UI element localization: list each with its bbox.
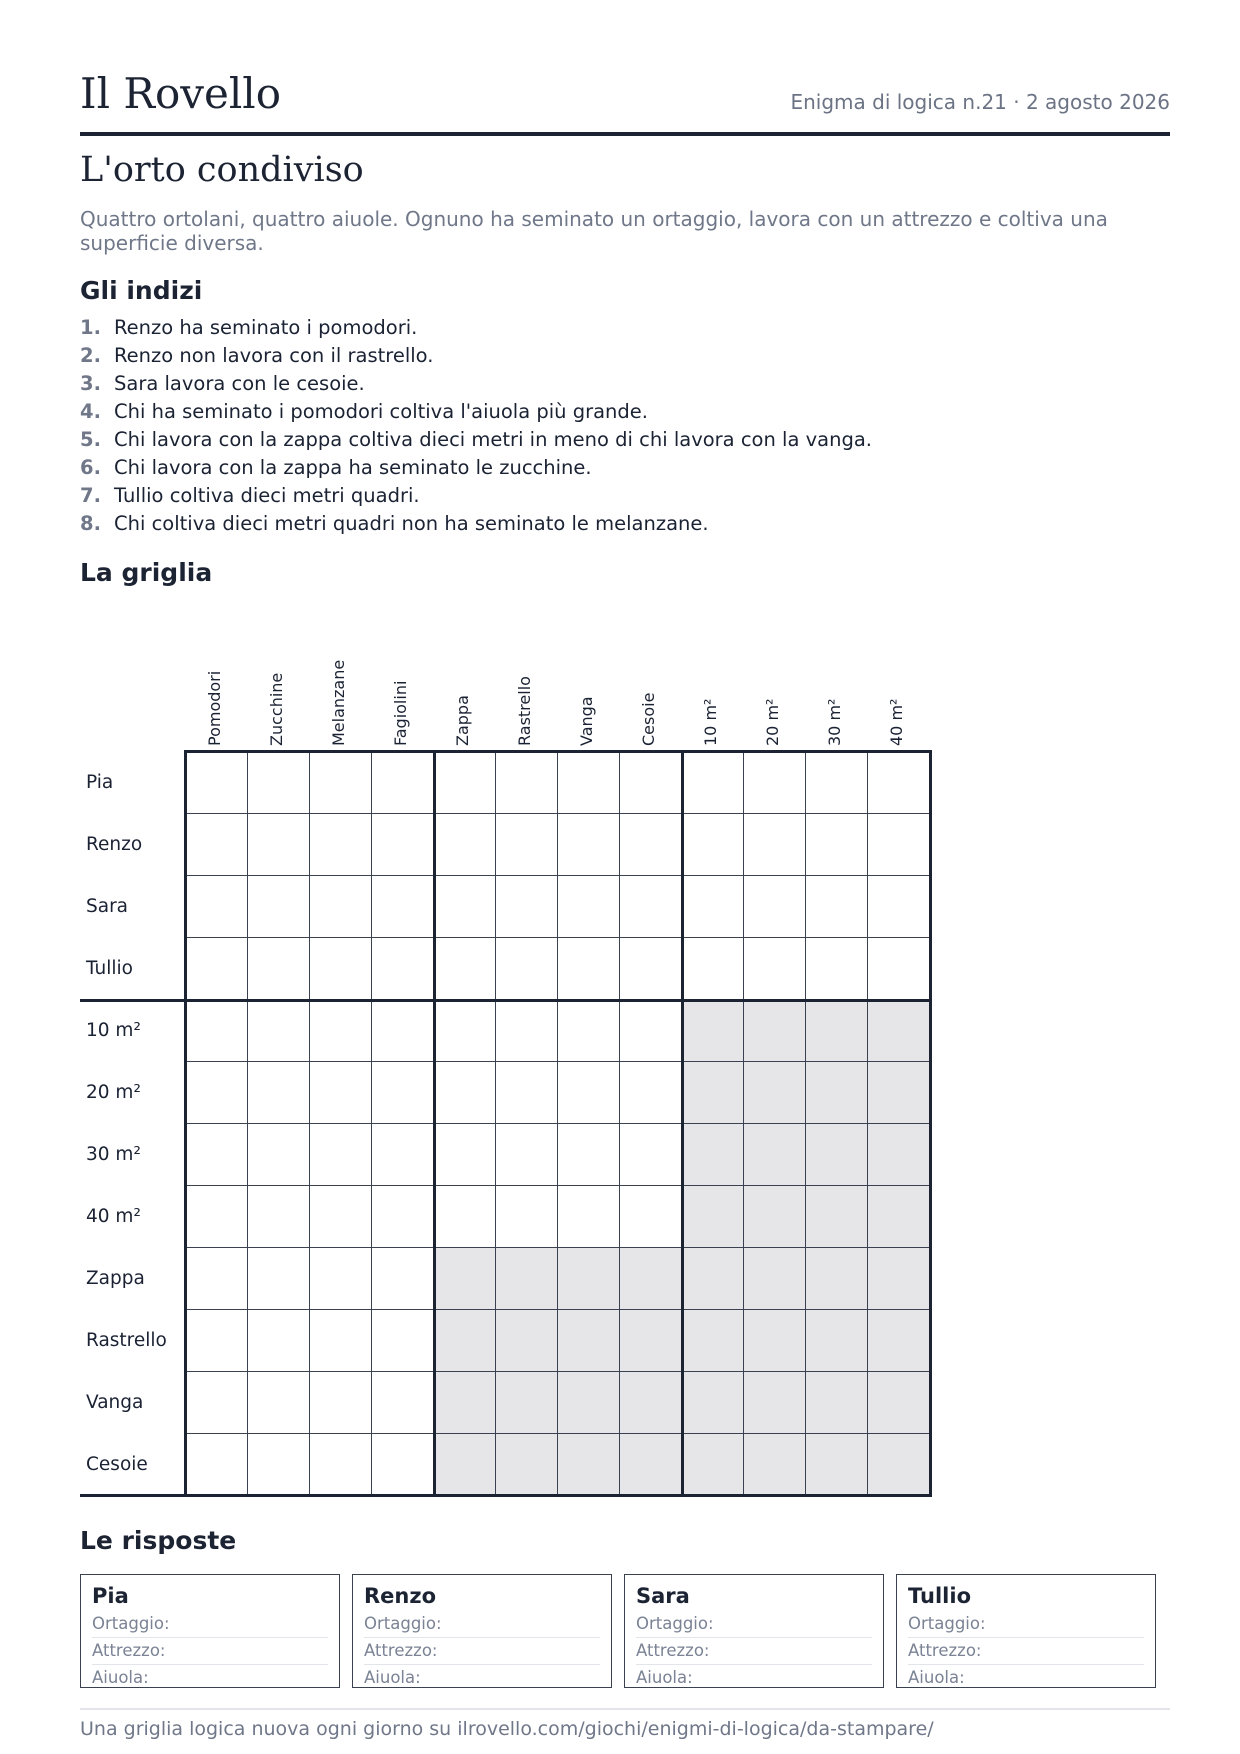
grid-row-header: Zappa xyxy=(86,1268,145,1289)
grid-cell[interactable] xyxy=(496,1000,558,1062)
grid-cell[interactable] xyxy=(310,752,372,814)
grid-cell-disabled xyxy=(558,1372,620,1434)
grid-cell-disabled xyxy=(682,1000,744,1062)
grid-cell[interactable] xyxy=(372,1124,434,1186)
grid-right-border xyxy=(929,750,932,1497)
clue-number: 3. xyxy=(80,372,101,395)
grid-cell[interactable] xyxy=(310,1434,372,1496)
grid-row-header: Renzo xyxy=(86,834,143,855)
grid-section-divider xyxy=(681,750,684,1002)
grid-cell[interactable] xyxy=(310,1124,372,1186)
answer-field[interactable]: Aiuola: xyxy=(92,1668,149,1687)
grid-cell-disabled xyxy=(434,1372,496,1434)
grid-cell-disabled xyxy=(744,1434,806,1496)
grid-row-header: 40 m² xyxy=(86,1206,141,1227)
grid-cell-disabled xyxy=(806,1124,868,1186)
grid-cell-disabled xyxy=(682,1372,744,1434)
answer-field[interactable]: Attrezzo: xyxy=(364,1638,600,1665)
answer-field[interactable]: Attrezzo: xyxy=(908,1638,1144,1665)
grid-cell[interactable] xyxy=(186,1372,248,1434)
grid-cell[interactable] xyxy=(744,814,806,876)
grid-cell[interactable] xyxy=(620,938,682,1000)
page-footer: Una griglia logica nuova ogni giorno su ilrovello.com/giochi/enigmi-di-logica/da-stampare/ xyxy=(80,1708,1170,1740)
grid-cell-disabled xyxy=(806,1372,868,1434)
grid-cell[interactable] xyxy=(620,876,682,938)
grid-column-header xyxy=(372,600,434,752)
grid-cell[interactable] xyxy=(186,876,248,938)
grid-cell[interactable] xyxy=(868,876,930,938)
grid-cell[interactable] xyxy=(558,752,620,814)
grid-cell[interactable] xyxy=(310,1062,372,1124)
grid-cell-disabled xyxy=(744,1248,806,1310)
grid-cell-disabled xyxy=(744,1062,806,1124)
clue-text: Chi ha seminato i pomodori coltiva l'aiuola più grande. xyxy=(114,400,648,423)
grid-cell-disabled xyxy=(558,1310,620,1372)
grid-cell-disabled xyxy=(620,1248,682,1310)
grid-cell[interactable] xyxy=(248,1186,310,1248)
grid-cell[interactable] xyxy=(682,876,744,938)
grid-cell[interactable] xyxy=(186,1310,248,1372)
masthead xyxy=(80,68,1170,136)
grid-cell-disabled xyxy=(806,1186,868,1248)
grid-cell[interactable] xyxy=(806,938,868,1000)
grid-cell-disabled xyxy=(682,1062,744,1124)
grid-column-label: 40 m² xyxy=(887,698,906,746)
answer-field[interactable]: Aiuola: xyxy=(908,1668,965,1687)
grid-column-header xyxy=(248,600,310,752)
grid-cell[interactable] xyxy=(434,938,496,1000)
grid-column-label: 30 m² xyxy=(825,698,844,746)
grid-cell[interactable] xyxy=(868,752,930,814)
grid-cell-disabled xyxy=(434,1248,496,1310)
answer-card xyxy=(896,1574,1156,1688)
grid-cell[interactable] xyxy=(620,752,682,814)
clue-number: 5. xyxy=(80,428,101,451)
logic-grid xyxy=(80,600,940,1520)
grid-column-label: Vanga xyxy=(577,696,596,746)
grid-cell[interactable] xyxy=(868,814,930,876)
grid-cell[interactable] xyxy=(868,938,930,1000)
clue-number: 2. xyxy=(80,344,101,367)
answer-field[interactable]: Ortaggio: xyxy=(636,1611,872,1638)
clues-heading: Gli indizi xyxy=(80,276,203,305)
grid-cell[interactable] xyxy=(248,1372,310,1434)
grid-cell[interactable] xyxy=(806,752,868,814)
grid-cell[interactable] xyxy=(558,1124,620,1186)
answer-field[interactable]: Aiuola: xyxy=(364,1668,421,1687)
clue-item xyxy=(80,510,872,538)
grid-cell[interactable] xyxy=(434,814,496,876)
grid-cell[interactable] xyxy=(372,1372,434,1434)
grid-cell-disabled xyxy=(620,1372,682,1434)
grid-cell[interactable] xyxy=(310,1248,372,1310)
grid-cell[interactable] xyxy=(434,1062,496,1124)
grid-cell[interactable] xyxy=(310,1372,372,1434)
grid-cell[interactable] xyxy=(248,1062,310,1124)
grid-column-label: 20 m² xyxy=(763,698,782,746)
grid-cell[interactable] xyxy=(434,1124,496,1186)
grid-cell[interactable] xyxy=(372,1062,434,1124)
grid-cell[interactable] xyxy=(496,1062,558,1124)
grid-column-label: Cesoie xyxy=(639,692,658,746)
grid-column-header xyxy=(558,600,620,752)
grid-row-header: 10 m² xyxy=(86,1020,141,1041)
grid-section-divider xyxy=(80,999,931,1002)
grid-cell[interactable] xyxy=(496,752,558,814)
grid-cell-disabled xyxy=(434,1434,496,1496)
grid-row-header: Vanga xyxy=(86,1392,144,1413)
clue-item xyxy=(80,398,872,426)
grid-cell[interactable] xyxy=(248,814,310,876)
grid-cell[interactable] xyxy=(310,938,372,1000)
grid-cell-disabled xyxy=(558,1248,620,1310)
grid-cell-disabled xyxy=(868,1062,930,1124)
grid-top-border xyxy=(184,750,931,753)
clue-text: Chi lavora con la zappa coltiva dieci metri in meno di chi lavora con la vanga. xyxy=(114,428,872,451)
grid-cell-disabled xyxy=(806,1310,868,1372)
grid-column-label: Fagiolini xyxy=(391,680,410,746)
grid-cell-disabled xyxy=(744,1124,806,1186)
grid-cell-disabled xyxy=(496,1248,558,1310)
clue-text: Renzo non lavora con il rastrello. xyxy=(114,344,434,367)
grid-cell-disabled xyxy=(868,1372,930,1434)
grid-cell[interactable] xyxy=(186,1248,248,1310)
grid-cell-disabled xyxy=(868,1000,930,1062)
clue-item xyxy=(80,342,872,370)
grid-section-divider xyxy=(681,1000,684,1250)
grid-cell-disabled xyxy=(682,1248,744,1310)
grid-cell-disabled xyxy=(806,1000,868,1062)
grid-cell[interactable] xyxy=(372,814,434,876)
grid-cell[interactable] xyxy=(310,876,372,938)
grid-cell[interactable] xyxy=(372,1434,434,1496)
grid-cell[interactable] xyxy=(372,1186,434,1248)
grid-cell[interactable] xyxy=(434,1000,496,1062)
grid-cell[interactable] xyxy=(372,876,434,938)
grid-cell[interactable] xyxy=(186,1186,248,1248)
grid-column-label: Melanzane xyxy=(329,659,348,746)
grid-row-header: Rastrello xyxy=(86,1330,167,1351)
clue-number: 4. xyxy=(80,400,101,423)
grid-column-header xyxy=(744,600,806,752)
grid-cell[interactable] xyxy=(558,1000,620,1062)
grid-cell-disabled xyxy=(868,1248,930,1310)
clue-text: Tullio coltiva dieci metri quadri. xyxy=(114,484,420,507)
grid-cell[interactable] xyxy=(434,876,496,938)
answers-section xyxy=(80,1574,1170,1690)
answer-field[interactable]: Ortaggio: xyxy=(908,1611,1144,1638)
grid-cell[interactable] xyxy=(620,1186,682,1248)
puzzle-intro: Quattro ortolani, quattro aiuole. Ognuno ha seminato un ortaggio, lavora con un attrezzo e coltiva una superficie diversa. xyxy=(80,207,1108,255)
grid-column-header xyxy=(310,600,372,752)
answer-field[interactable]: Ortaggio: xyxy=(364,1611,600,1638)
answer-person-name: Pia xyxy=(92,1584,129,1608)
grid-cell-disabled xyxy=(558,1434,620,1496)
grid-cell[interactable] xyxy=(372,938,434,1000)
grid-cell-disabled xyxy=(682,1124,744,1186)
grid-cell[interactable] xyxy=(806,814,868,876)
grid-cell-disabled xyxy=(620,1310,682,1372)
grid-cell[interactable] xyxy=(682,938,744,1000)
grid-cell-disabled xyxy=(806,1434,868,1496)
grid-section-divider xyxy=(681,1248,684,1496)
clue-text: Renzo ha seminato i pomodori. xyxy=(114,316,418,339)
grid-cell-disabled xyxy=(868,1310,930,1372)
answer-field[interactable]: Ortaggio: xyxy=(92,1611,328,1638)
grid-cell[interactable] xyxy=(558,814,620,876)
grid-cell-disabled xyxy=(868,1434,930,1496)
grid-cell[interactable] xyxy=(434,1186,496,1248)
grid-cell[interactable] xyxy=(372,1248,434,1310)
grid-cell-disabled xyxy=(434,1310,496,1372)
grid-cell-disabled xyxy=(806,1062,868,1124)
clue-number: 1. xyxy=(80,316,101,339)
grid-cell-disabled xyxy=(744,1186,806,1248)
grid-cell-disabled xyxy=(744,1310,806,1372)
grid-cell[interactable] xyxy=(620,1124,682,1186)
grid-column-label: Pomodori xyxy=(205,670,224,746)
clue-text: Chi lavora con la zappa ha seminato le zucchine. xyxy=(114,456,592,479)
grid-cell[interactable] xyxy=(620,1062,682,1124)
clue-number: 6. xyxy=(80,456,101,479)
grid-cell[interactable] xyxy=(248,1124,310,1186)
grid-cell[interactable] xyxy=(186,1434,248,1496)
answer-person-name: Tullio xyxy=(908,1584,971,1608)
grid-column-header xyxy=(434,600,496,752)
grid-cell[interactable] xyxy=(558,938,620,1000)
grid-column-header xyxy=(620,600,682,752)
grid-cell[interactable] xyxy=(186,1062,248,1124)
answer-card xyxy=(624,1574,884,1688)
grid-column-header xyxy=(186,600,248,752)
grid-cell[interactable] xyxy=(186,752,248,814)
answers-heading: Le risposte xyxy=(80,1526,237,1555)
clue-item xyxy=(80,482,872,510)
issue-info: Enigma di logica n.21 · 2 agosto 2026 xyxy=(790,90,1170,114)
grid-cell-disabled xyxy=(682,1434,744,1496)
grid-cell[interactable] xyxy=(248,752,310,814)
grid-heading: La griglia xyxy=(80,558,213,587)
grid-row-header: Sara xyxy=(86,896,129,917)
clue-text: Sara lavora con le cesoie. xyxy=(114,372,365,395)
grid-cell[interactable] xyxy=(248,876,310,938)
grid-section-divider xyxy=(433,750,436,1497)
grid-cell[interactable] xyxy=(248,1434,310,1496)
grid-cell[interactable] xyxy=(682,752,744,814)
grid-row-header: 20 m² xyxy=(86,1082,141,1103)
grid-cell-disabled xyxy=(868,1124,930,1186)
grid-cell-disabled xyxy=(744,1000,806,1062)
grid-cell[interactable] xyxy=(434,752,496,814)
answer-field[interactable]: Attrezzo: xyxy=(636,1638,872,1665)
grid-cell[interactable] xyxy=(372,752,434,814)
grid-cell[interactable] xyxy=(186,1000,248,1062)
grid-cell[interactable] xyxy=(496,938,558,1000)
grid-cell[interactable] xyxy=(558,1062,620,1124)
grid-cell[interactable] xyxy=(186,938,248,1000)
clue-item xyxy=(80,370,872,398)
clue-number: 8. xyxy=(80,512,101,535)
grid-row-header: Pia xyxy=(86,772,114,793)
grid-cell[interactable] xyxy=(620,1000,682,1062)
grid-column-label: Rastrello xyxy=(515,676,534,746)
grid-column-label: Zappa xyxy=(453,695,472,746)
grid-cell-disabled xyxy=(682,1186,744,1248)
grid-cell-disabled xyxy=(806,1248,868,1310)
grid-cell[interactable] xyxy=(744,938,806,1000)
grid-cell[interactable] xyxy=(496,876,558,938)
answer-field[interactable]: Aiuola: xyxy=(636,1668,693,1687)
grid-cell[interactable] xyxy=(806,876,868,938)
grid-cell[interactable] xyxy=(310,1310,372,1372)
grid-cell-disabled xyxy=(496,1434,558,1496)
clue-item xyxy=(80,314,872,342)
answer-card xyxy=(352,1574,612,1688)
brand-title: Il Rovello xyxy=(80,69,282,118)
grid-row-header: Tullio xyxy=(86,958,133,979)
grid-row-header: 30 m² xyxy=(86,1144,141,1165)
grid-cell[interactable] xyxy=(372,1310,434,1372)
clues-list xyxy=(80,314,872,538)
grid-cell[interactable] xyxy=(248,1310,310,1372)
grid-cell[interactable] xyxy=(558,1186,620,1248)
answer-card xyxy=(80,1574,340,1688)
grid-cell[interactable] xyxy=(310,1186,372,1248)
grid-bottom-border xyxy=(80,1494,931,1497)
grid-column-header xyxy=(682,600,744,752)
grid-column-label: 10 m² xyxy=(701,698,720,746)
grid-column-header xyxy=(496,600,558,752)
grid-cell-disabled xyxy=(496,1310,558,1372)
clue-item xyxy=(80,454,872,482)
grid-cell-disabled xyxy=(744,1372,806,1434)
clue-text: Chi coltiva dieci metri quadri non ha seminato le melanzane. xyxy=(114,512,709,535)
grid-cell[interactable] xyxy=(496,814,558,876)
grid-cell[interactable] xyxy=(744,752,806,814)
grid-left-border xyxy=(184,750,187,1497)
grid-cell[interactable] xyxy=(682,814,744,876)
grid-cell[interactable] xyxy=(248,1000,310,1062)
grid-cell-disabled xyxy=(496,1372,558,1434)
grid-cell-disabled xyxy=(682,1310,744,1372)
grid-cell-disabled xyxy=(868,1186,930,1248)
grid-column-header xyxy=(806,600,868,752)
grid-cell[interactable] xyxy=(744,876,806,938)
puzzle-title: L'orto condiviso xyxy=(80,150,364,190)
grid-cell[interactable] xyxy=(558,876,620,938)
grid-cell[interactable] xyxy=(186,1124,248,1186)
answer-field[interactable]: Attrezzo: xyxy=(92,1638,328,1665)
grid-column-header xyxy=(868,600,930,752)
grid-cell[interactable] xyxy=(310,814,372,876)
clue-number: 7. xyxy=(80,484,101,507)
clue-item xyxy=(80,426,872,454)
answer-person-name: Sara xyxy=(636,1584,690,1608)
grid-cell[interactable] xyxy=(496,1124,558,1186)
grid-row-header: Cesoie xyxy=(86,1454,148,1475)
grid-cell[interactable] xyxy=(372,1000,434,1062)
grid-cell[interactable] xyxy=(620,814,682,876)
answer-person-name: Renzo xyxy=(364,1584,437,1608)
grid-cell[interactable] xyxy=(186,814,248,876)
grid-cell-disabled xyxy=(620,1434,682,1496)
grid-cell[interactable] xyxy=(496,1186,558,1248)
grid-cell[interactable] xyxy=(248,1248,310,1310)
grid-column-label: Zucchine xyxy=(267,672,286,746)
grid-cell[interactable] xyxy=(310,1000,372,1062)
grid-cell[interactable] xyxy=(248,938,310,1000)
